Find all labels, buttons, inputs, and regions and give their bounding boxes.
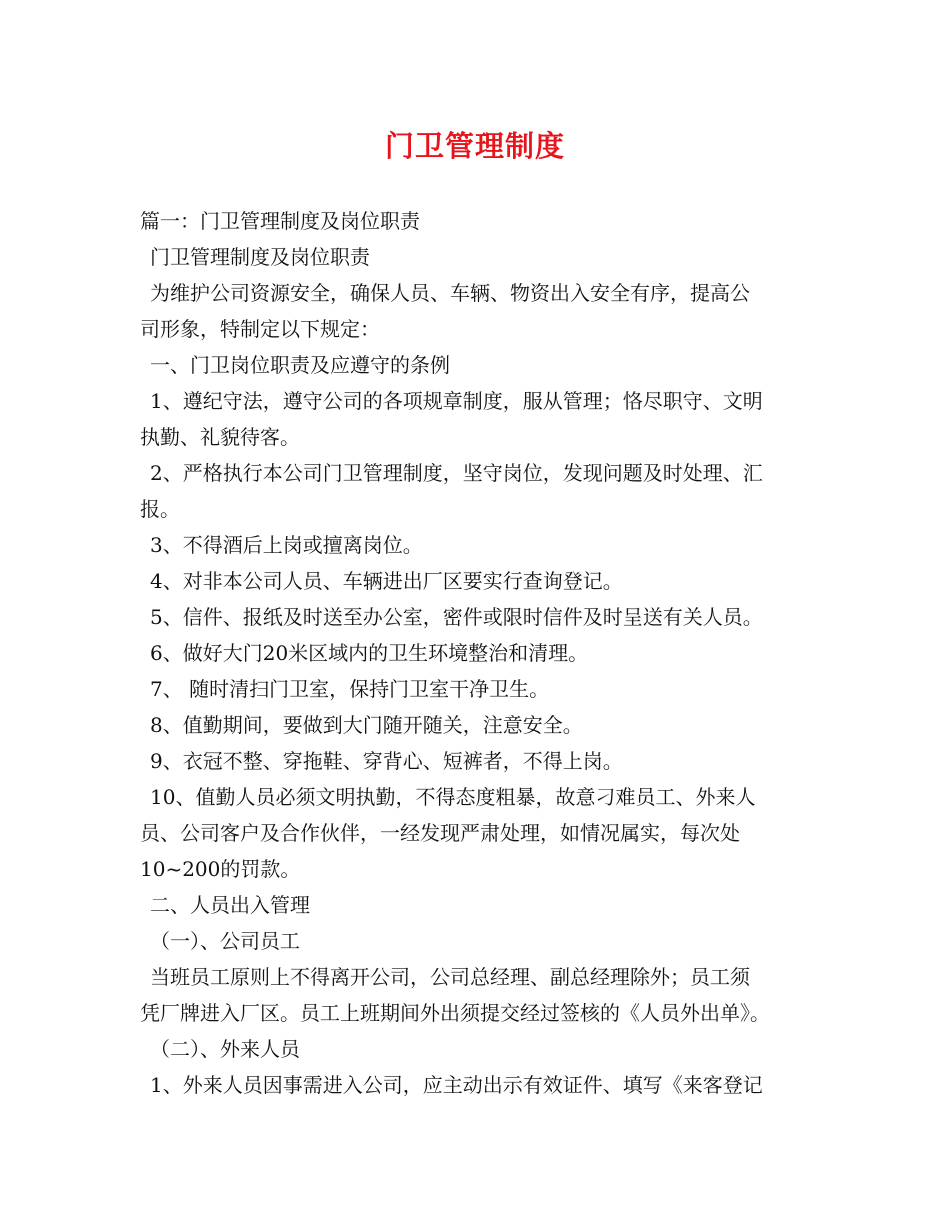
text-line: 9、衣冠不整、穿拖鞋、穿背心、短裤者，不得上岗。 xyxy=(150,749,623,773)
text-line: 员、公司客户及合作伙伴，一经发现严肃处理，如情况属实，每次处 xyxy=(140,821,740,845)
text-line: 5、信件、报纸及时送至办公室，密件或限时信件及时呈送有关人员。 xyxy=(150,605,763,629)
text-line: 7、 随时清扫门卫室，保持门卫室干净卫生。 xyxy=(150,677,550,701)
text-line: 4、对非本公司人员、车辆进出厂区要实行查询登记。 xyxy=(150,569,623,593)
text-line: 凭厂牌进入厂区。员工上班期间外出须提交经过签核的《人员外出单》。 xyxy=(140,1001,770,1025)
text-line: 为维护公司资源安全，确保人员、车辆、物资出入安全有序，提高公 xyxy=(150,281,750,305)
document-body xyxy=(140,203,820,1103)
text-line: 篇一：门卫管理制度及岗位职责 xyxy=(140,209,420,233)
text-line: 报。 xyxy=(140,497,180,521)
text-line: 1、外来人员因事需进入公司，应主动出示有效证件、填写《来客登记 xyxy=(150,1073,763,1097)
text-line: 6、做好大门20米区域内的卫生环境整治和清理。 xyxy=(150,641,589,665)
text-line: （二）、外来人员 xyxy=(150,1037,300,1061)
text-line: 当班员工原则上不得离开公司，公司总经理、副总经理除外；员工须 xyxy=(150,965,750,989)
text-line: 3、不得酒后上岗或擅离岗位。 xyxy=(150,533,423,557)
text-line: （一）、公司员工 xyxy=(150,929,300,953)
text-line: 门卫管理制度及岗位职责 xyxy=(150,245,370,269)
text-line: 一、门卫岗位职责及应遵守的条例 xyxy=(150,353,450,377)
text-line: 10~200的罚款。 xyxy=(140,857,301,881)
document-title: 门卫管理制度 xyxy=(384,129,565,163)
text-line: 二、人员出入管理 xyxy=(150,893,310,917)
text-line: 2、严格执行本公司门卫管理制度，坚守岗位，发现问题及时处理、汇 xyxy=(150,461,763,485)
text-line: 1、遵纪守法，遵守公司的各项规章制度，服从管理；恪尽职守、文明 xyxy=(150,389,763,413)
text-line: 8、值勤期间，要做到大门随开随关，注意安全。 xyxy=(150,713,583,737)
text-line: 司形象，特制定以下规定： xyxy=(140,317,380,341)
text-line: 执勤、礼貌待客。 xyxy=(140,425,300,449)
text-line: 10、值勤人员必须文明执勤，不得态度粗暴，故意刁难员工、外来人 xyxy=(150,785,756,809)
